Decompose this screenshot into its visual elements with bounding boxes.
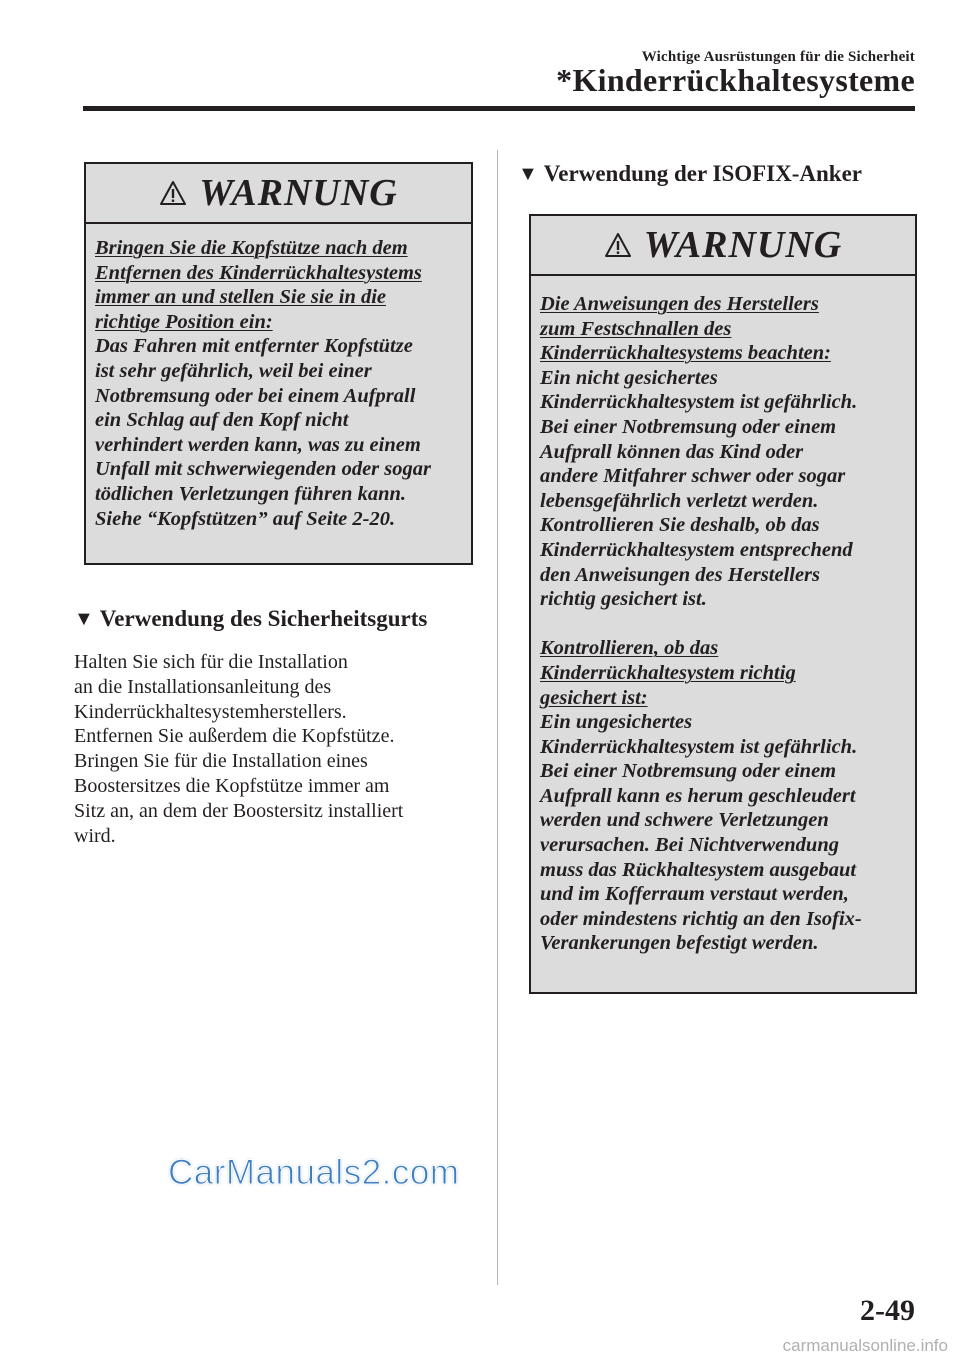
warning-line: Ein ungesichertes xyxy=(540,711,693,734)
footer-url[interactable]: carmanualsonline.info xyxy=(782,1336,948,1355)
right-warning-body xyxy=(531,276,915,956)
warning-line: tödlichen Verletzungen führen kann. xyxy=(95,482,406,505)
right-section-heading-text: Verwendung der ISOFIX-Anker xyxy=(543,161,863,186)
body-line: Halten Sie sich für die Installation xyxy=(74,651,348,673)
warning-line: Entfernen des Kinderrückhaltesystems xyxy=(95,261,422,284)
down-triangle-icon: ▼ xyxy=(74,608,94,630)
warning-line: Aufprall kann es herum geschleudert xyxy=(540,784,856,807)
warning-line: immer an und stellen Sie sie in die xyxy=(95,286,387,309)
right-warning-box xyxy=(529,214,917,994)
left-warning-box xyxy=(84,162,473,565)
warning-line: Das Fahren mit entfernter Kopfstütze xyxy=(95,335,413,358)
warning-line: Verankerungen befestigt werden. xyxy=(540,932,819,955)
warning-line: Ein nicht gesichertes xyxy=(540,366,718,389)
warning-line: werden und schwere Verletzungen xyxy=(540,809,829,832)
warning-triangle-icon xyxy=(604,232,632,258)
warning-triangle-icon xyxy=(159,180,187,206)
warning-line: und im Kofferraum verstaut werden, xyxy=(540,883,849,906)
header-title: *Kinderrückhaltesysteme xyxy=(556,62,915,98)
warning-line: Die Anweisungen des Herstellers xyxy=(540,293,819,315)
header-subtitle: Wichtige Ausrüstungen für die Sicherheit xyxy=(641,49,915,65)
warning-line: Aufprall können das Kind oder xyxy=(540,440,804,463)
warning-line: richtige Position ein: xyxy=(95,310,273,333)
warning-line: zum Festschnallen des xyxy=(540,317,732,340)
warning-line: muss das Rückhaltesystem ausgebaut xyxy=(540,858,857,881)
right-warning-title: WARNUNG xyxy=(643,224,843,266)
body-line: wird. xyxy=(74,824,116,847)
body-line: Kinderrückhaltesystemherstellers. xyxy=(74,700,347,723)
header-rule xyxy=(83,106,915,111)
warning-line: den Anweisungen des Herstellers xyxy=(540,563,821,586)
warning-line: verursachen. Bei Nichtverwendung xyxy=(540,834,839,857)
page-number: 2-49 xyxy=(860,1294,915,1327)
column-divider xyxy=(497,150,498,1285)
left-warning-header xyxy=(86,164,471,224)
warning-line: andere Mitfahrer schwer oder sogar xyxy=(540,465,846,488)
right-section-heading xyxy=(518,161,862,187)
warning-line: Kinderrückhaltesystem richtig xyxy=(540,661,796,684)
body-line: Sitz an, an dem der Boostersitz installiert xyxy=(74,799,404,822)
warning-line: Kontrollieren, ob das xyxy=(540,637,719,660)
warning-line: ist sehr gefährlich, weil bei einer xyxy=(95,359,372,382)
warning-line: Kinderrückhaltesystems beachten: xyxy=(540,342,831,365)
warning-line: gesichert ist: xyxy=(540,686,648,709)
right-warning-header xyxy=(531,216,915,276)
left-section-body xyxy=(74,650,474,848)
warning-line: Unfall mit schwerwiegenden oder sogar xyxy=(95,458,431,481)
warning-line: verhindert werden kann, was zu einem xyxy=(95,433,421,456)
warning-line: Bringen Sie die Kopfstütze nach dem xyxy=(95,237,408,259)
paragraph-gap xyxy=(540,612,905,637)
body-line: Entfernen Sie außerdem die Kopfstütze. xyxy=(74,725,395,748)
warning-line: richtig gesichert ist. xyxy=(540,588,707,611)
warning-line: Kinderrückhaltesystem ist gefährlich. xyxy=(540,735,858,758)
warning-line: Notbremsung oder bei einem Aufprall xyxy=(95,384,416,407)
body-line: an die Installationsanleitung des xyxy=(74,675,332,698)
warning-line: Kinderrückhaltesystem ist gefährlich. xyxy=(540,391,858,414)
watermark: CarManuals2.com xyxy=(168,1153,460,1192)
warning-line: Bei einer Notbremsung oder einem xyxy=(540,415,837,438)
left-section-heading xyxy=(74,606,427,632)
warning-line: oder mindestens richtig an den Isofix- xyxy=(540,907,862,930)
body-line: Boostersitzes die Kopfstütze immer am xyxy=(74,774,390,797)
warning-line: Siehe “Kopfstützen” auf Seite 2-20. xyxy=(95,507,396,530)
body-line: Bringen Sie für die Installation eines xyxy=(74,750,368,773)
warning-line: lebensgefährlich verletzt werden. xyxy=(540,489,819,512)
warning-line: Kinderrückhaltesystem entsprechend xyxy=(540,538,853,561)
warning-line: Kontrollieren Sie deshalb, ob das xyxy=(540,514,820,537)
down-triangle-icon: ▼ xyxy=(518,163,538,185)
warning-line: Bei einer Notbremsung oder einem xyxy=(540,760,837,783)
warning-line: ein Schlag auf den Kopf nicht xyxy=(95,409,349,432)
left-warning-body xyxy=(86,224,471,531)
left-section-heading-text: Verwendung des Sicherheitsgurts xyxy=(99,606,428,631)
left-warning-title: WARNUNG xyxy=(199,172,398,214)
